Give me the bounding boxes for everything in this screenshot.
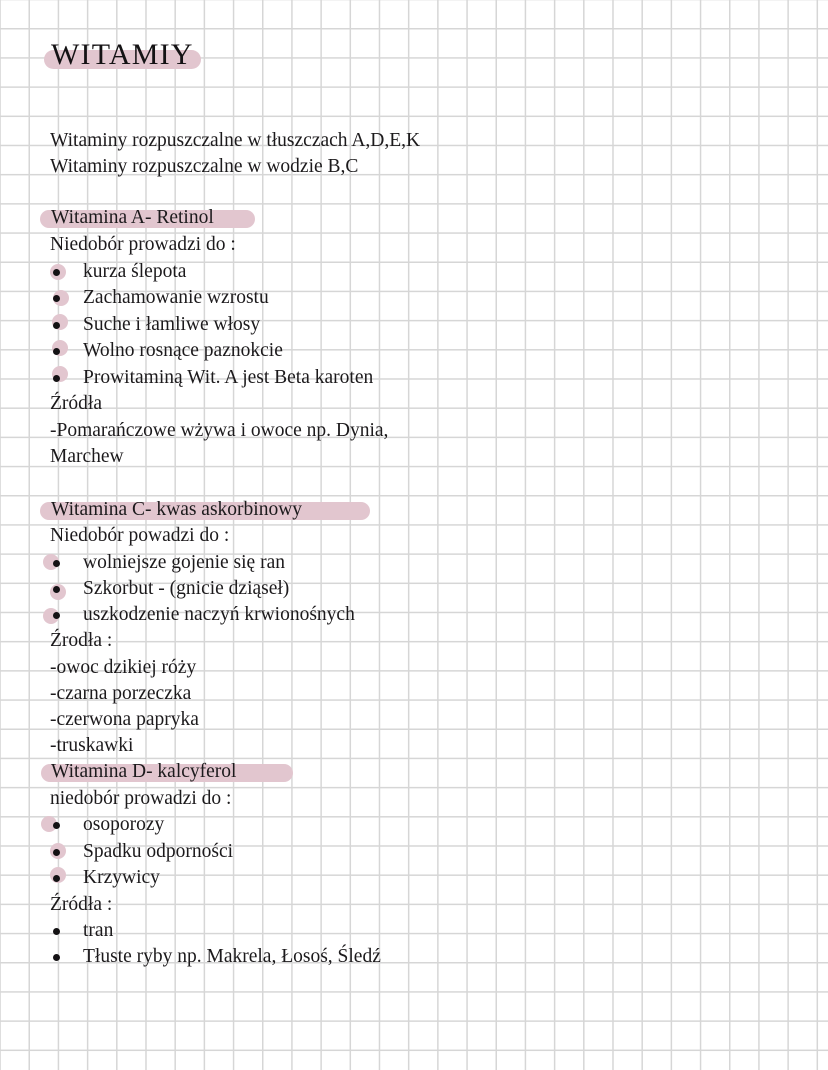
sources-label-vitamin-a: Źródła — [50, 393, 102, 414]
bullet-icon — [53, 928, 60, 935]
list-item-text: Spadku odporności — [83, 841, 234, 862]
title-block — [44, 38, 204, 72]
bullet-icon — [53, 849, 60, 856]
list-item-text: Prowitaminą Wit. A jest Beta karoten — [83, 367, 374, 388]
bullet-icon — [53, 875, 60, 882]
intro-line-fat-soluble: Witaminy rozpuszczalne w tłuszczach A,D,E,K — [50, 130, 421, 151]
bullet-icon — [53, 822, 60, 829]
deficiency-label-vitamin-c: Niedobór powadzi do : — [50, 525, 230, 546]
list-item-text: Suche i łamliwe włosy — [83, 314, 261, 335]
list-item-text: Szkorbut - (gnicie dziąseł) — [83, 578, 290, 599]
list-item-text: Zachamowanie wzrostu — [83, 287, 269, 308]
source-line: -czarna porzeczka — [50, 683, 192, 704]
source-line: -czerwona papryka — [50, 709, 199, 730]
list-item-text: kurza ślepota — [83, 261, 187, 282]
sources-label-vitamin-d: Źródła : — [50, 894, 113, 915]
list-item-text: Krzywicy — [83, 867, 160, 888]
list-item-text: wolniejsze gojenie się ran — [83, 552, 285, 573]
bullet-icon — [53, 612, 60, 619]
page-title: WITAMIY — [51, 38, 194, 71]
deficiency-label-vitamin-a: Niedobór prowadzi do : — [50, 234, 236, 255]
bullet-icon — [53, 586, 60, 593]
sources-label-vitamin-c: Źrodła : — [50, 630, 113, 651]
bullet-icon — [53, 560, 60, 567]
source-line: -Pomarańczowe wżywa i owoce np. Dynia, — [50, 420, 389, 441]
intro-line-water-soluble: Witaminy rozpuszczalne w wodzie B,C — [50, 156, 359, 177]
source-line: -owoc dzikiej róży — [50, 657, 197, 678]
bullet-icon — [53, 269, 60, 276]
heading-vitamin-c: Witamina C- kwas askorbinowy — [51, 499, 303, 520]
list-item-text: tran — [83, 920, 114, 941]
bullet-icon — [53, 954, 60, 961]
deficiency-label-vitamin-d: niedobór prowadzi do : — [50, 788, 232, 809]
list-item-text: uszkodzenie naczyń krwionośnych — [83, 604, 355, 625]
list-item-text: Tłuste ryby np. Makrela, Łosoś, Śledź — [83, 946, 381, 967]
heading-vitamin-d: Witamina D- kalcyferol — [51, 761, 237, 782]
bullet-icon — [53, 348, 60, 355]
heading-vitamin-a: Witamina A- Retinol — [51, 207, 214, 228]
list-item-text: osoporozy — [83, 814, 165, 835]
source-line: Marchew — [50, 446, 124, 467]
bullet-icon — [53, 375, 60, 382]
bullet-icon — [53, 322, 60, 329]
list-item-text: Wolno rosnące paznokcie — [83, 340, 283, 361]
source-line: -truskawki — [50, 735, 134, 756]
bullet-icon — [53, 295, 60, 302]
